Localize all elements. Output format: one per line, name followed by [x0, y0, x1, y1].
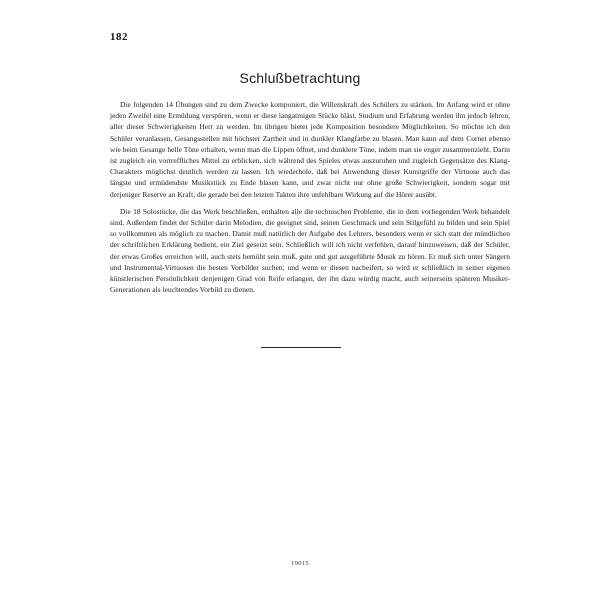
plate-number: 19015 — [291, 560, 309, 567]
section-title: Schlußbetrachtung — [239, 70, 361, 86]
body-text — [110, 99, 510, 301]
closing-rule — [261, 347, 341, 348]
paragraph-2: Die 18 Solostücke, die das Werk beschließen, enthalten alle die technischen Probleme, die in dem vorliegenden Werk behandelt sind. Außerdem findet der Schüler darin Melodien, die geeignet sind, seinen Geschmack und sein Stilgefühl zu bilden und sein Spiel so vollkommen als möglich zu machen. Damit muß natürlich der Aufgabe des Lehrers, besonders wenn er sich statt der mündlichen der schriftlichen Erklärung bedient, ein Ziel gesetzt sein. Schließlich will ich nicht verfehlen, darauf hinzuweisen, daß der Schüler, der etwas Großes erreichen will, auch stets bemüht sein muß, gute und gut ausgeführte Musik zu hören. Er muß sich unter Sängern und Instrumental-Virtuosen die besten Vorbilder suchen; und wenn er diesen nacheifert, so wird er schließlich in seiner eigenen künstlerischen Persönlichkeit denjenigen Grad von Reife erlangen, der ihn dazu würdig macht, auch seinerseits späteren Musiker-Generationen als leuchtendes Vorbild zu dienen. — [110, 206, 510, 295]
page-number: 182 — [110, 31, 128, 43]
paragraph-1: Die folgenden 14 Übungen sind zu dem Zwecke komponiert, die Willenskraft des Schülers zu stärken. Im Anfang wird er ohne jeden Zweifel eine Ermüdung verspüren, wenn er diese langatmigen Stücke bläst. Studium und Erfahrung werden ihn jedoch lehren, aller dieser Schwierigkeiten Herr zu werden. Im übrigen bietet jede Komposition besondere Möglichkeiten. So möchte ich den Schüler veranlassen, Gesangsstellen mit höchster Zartheit und in dunkler Klangfarbe zu blasen. Man kann auf dem Cornet ebenso wie beim Gesange helle Töne erhalten, wenn man die Lippen öffnet, und dunklere Töne, indem man sie enger zusammenzieht. Darin ist zugleich ein vortreffliches Mittel zu erblicken, sich während des Spieles etwas auszuruhen und zugleich Gegensätze des Klang-Charakters möglichst deutlich werden zu lassen. Ich wiederhole, daß bei Anwendung dieser Kunstgriffe der Virtuose auch das längste und ermüdendste Musikstück zu Ende blasen kann, und zwar nicht nur ohne große Schwierigkeit, sondern sogar mit derjeniger Reserve an Kraft, die gerade bei den letzten Takten ihre unfehlbare Wirkung auf die Hörer ausübt. — [110, 100, 510, 199]
